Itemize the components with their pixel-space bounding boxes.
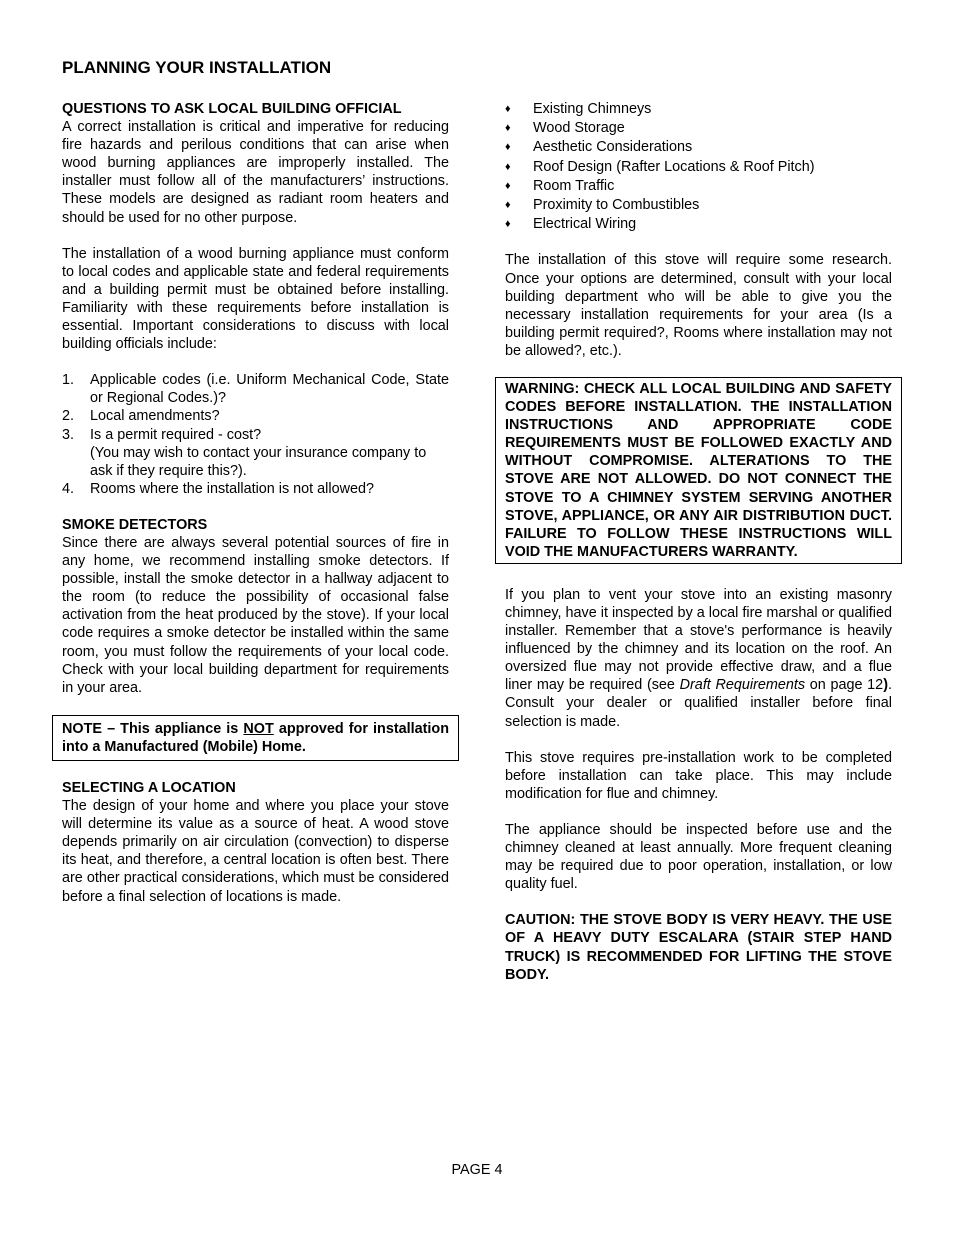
- existing-chimney-paragraph: If you plan to vent your stove into an existing masonry chimney, have it inspected by a local fire marshal or qualified installer. Remember that a stove's performance is heavily influenced by the chimney and its location on the roof. An oversized flue may not provide effective draw, and a flue liner may be required (see Draft Requirements on page 12). Consult your dealer or qualified installer before final selection is made.: [505, 586, 892, 730]
- warning-box: WARNING: CHECK ALL LOCAL BUILDING AND SAFETY CODES BEFORE INSTALLATION. THE INSTALLATION INSTRUCTIONS AND APPROPRIATE CODE REQUIREMENTS MUST BE FOLLOWED EXACTLY AND WITHOUT COMPROMISE. ALTERATIONS TO THE STOVE ARE NOT ALLOWED. DO NOT CONNECT THE STOVE TO A CHIMNEY SYSTEM SERVING ANOTHER STOVE, APPLIANCE, OR ANY AIR DISTRIBUTION DUCT. FAILURE TO FOLLOW THESE INSTRUCTIONS WILL VOID THE MANUFACTURERS WARRANTY.: [495, 377, 902, 564]
- research-paragraph: The installation of this stove will require some research. Once your options are determined, consult with your local building department who will be able to give you the necessary installation requirements for your area (Is a building permit required?, Rooms where installation may not be allowed?, etc.).: [505, 252, 892, 359]
- considerations-list: [62, 371, 449, 498]
- smoke-detectors-paragraph: Since there are always several potential sources of fire in any home, we recommend installing smoke detectors. If possible, install the smoke detector in a hallway adjacent to the room (to reduce the possibility of occasional false activation from the heat produced by the stove). If your local code requires a smoke detector be installed within the same room, you must follow the requirements of your local code. Check with your local building department for requirements in your area.: [62, 534, 449, 696]
- location-considerations-list: [505, 100, 892, 234]
- list-item: ♦ Existing Chimneys: [505, 100, 892, 119]
- list-item: 4. Rooms where the installation is not allowed?: [62, 480, 374, 497]
- questions-paragraph-1: A correct installation is critical and imperative for reducing fire hazards and perilous conditions that can arise when wood burning appliances are improperly installed. The installer must follow all of the manufacturers’ instructions. These models are designed as radiant room heaters and should be used for no other purpose.: [62, 119, 449, 226]
- list-item: ♦ Roof Design (Rafter Locations & Roof Pitch): [505, 158, 892, 177]
- diamond-bullet-icon: ♦: [505, 218, 511, 231]
- diamond-bullet-icon: ♦: [505, 103, 511, 115]
- list-item: ♦ Electrical Wiring: [505, 215, 892, 234]
- list-item-subnote: (You may wish to contact your insurance company to ask if they require this?).: [90, 444, 427, 479]
- list-item: 2. Local amendments?: [62, 408, 220, 425]
- list-item: ♦ Wood Storage: [505, 119, 892, 138]
- list-item: 3. Is a permit required - cost? (You may wish to contact your insurance company to ask if they require this?).: [62, 426, 449, 480]
- diamond-bullet-icon: ♦: [505, 179, 511, 192]
- mobile-home-note: NOTE – This appliance is NOT approved for installation into a Manufactured (Mobile) Home.: [52, 715, 459, 761]
- selecting-location-paragraph: The design of your home and where you place your stove will determine its value as a source of heat. A wood stove depends primarily on air circulation (convection) to disperse its heat, and therefore, a central location is often best. There are other practical considerations, which must be considered before a final selection of locations is made.: [62, 798, 449, 905]
- diamond-bullet-icon: ♦: [505, 122, 511, 135]
- list-item: ♦ Aesthetic Considerations: [505, 138, 892, 157]
- inspection-paragraph: The appliance should be inspected before use and the chimney cleaned at least annually. More frequent cleaning may be required due to poor operation, installation, or low quality fuel.: [505, 821, 892, 893]
- pre-installation-paragraph: This stove requires pre-installation work to be completed before installation can take place. This may include modification for flue and chimney.: [505, 749, 892, 802]
- page-number: PAGE 4: [451, 1162, 503, 1178]
- caution-text: CAUTION: THE STOVE BODY IS VERY HEAVY. THE USE OF A HEAVY DUTY ESCALARA (STAIR STEP HAND TRUCK) IS RECOMMENDED FOR LIFTING THE STOVE BODY.: [505, 912, 892, 983]
- right-column: [505, 100, 892, 984]
- selecting-location-heading: SELECTING A LOCATION: [62, 780, 236, 796]
- diamond-bullet-icon: ♦: [505, 141, 511, 154]
- list-item: 1. Applicable codes (i.e. Uniform Mechanical Code, State or Regional Codes.)?: [62, 372, 449, 407]
- diamond-bullet-icon: ♦: [505, 199, 511, 212]
- smoke-detectors-heading: SMOKE DETECTORS: [62, 516, 208, 533]
- list-item: ♦ Room Traffic: [505, 177, 892, 196]
- page-title: PLANNING YOUR INSTALLATION: [62, 58, 332, 77]
- left-column: [62, 100, 449, 906]
- questions-heading: QUESTIONS TO ASK LOCAL BUILDING OFFICIAL: [62, 101, 402, 117]
- questions-paragraph-2: The installation of a wood burning appliance must conform to local codes and applicable state and federal requirements and a building permit must be obtained before installing. Familiarity with these requirements before installation is essential. Important considerations to discuss with local building officials include:: [62, 245, 449, 353]
- diamond-bullet-icon: ♦: [505, 160, 511, 173]
- list-item: ♦ Proximity to Combustibles: [505, 196, 892, 215]
